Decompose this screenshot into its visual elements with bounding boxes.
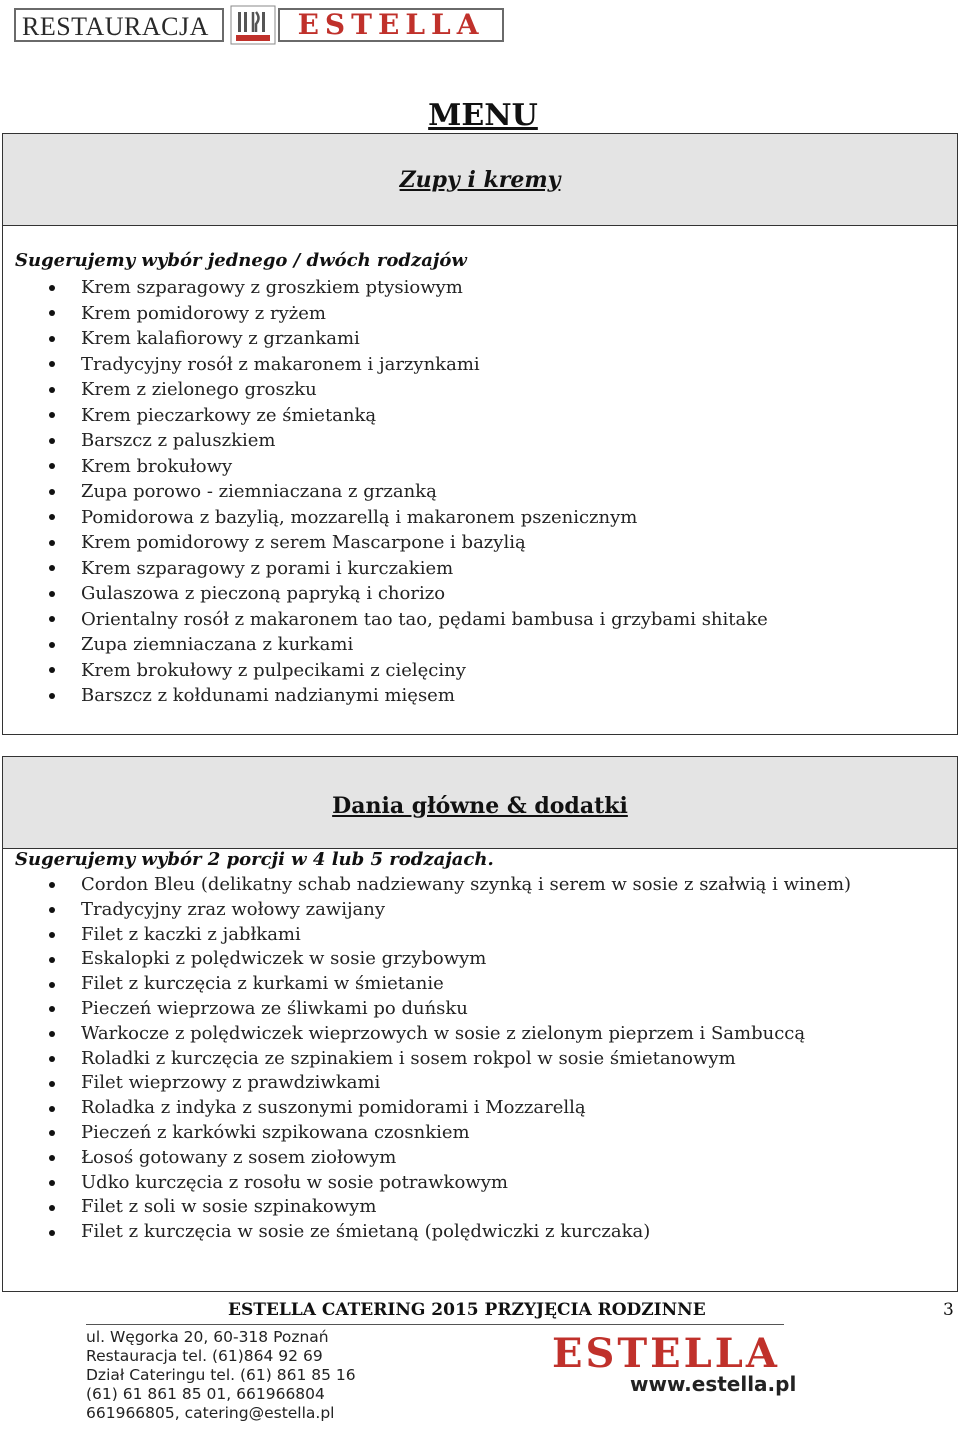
mains-section-header bbox=[3, 757, 957, 849]
soup-item: Krem szparagowy z porami i kurczakiem bbox=[39, 556, 768, 582]
soup-item: Orientalny rosół z makaronem tao tao, pędami bambusa i grzybami shitake bbox=[39, 607, 768, 633]
main-dish-item: Warkocze z polędwiczek wieprzowych w sosie z zielonym pieprzem i Sambuccą bbox=[39, 1022, 851, 1047]
mains-section bbox=[2, 756, 958, 1292]
main-dish-item: Filet wieprzowy z prawdziwkami bbox=[39, 1071, 851, 1096]
footer-brand-logo: ESTELLA bbox=[552, 1330, 780, 1377]
soups-suggestion: Sugerujemy wybór jednego / dwóch rodzajów bbox=[15, 250, 467, 271]
soups-section-header bbox=[3, 134, 957, 226]
mains-list bbox=[39, 873, 851, 1245]
soup-item: Barszcz z kołdunami nadzianymi mięsem bbox=[39, 683, 768, 709]
mains-suggestion: Sugerujemy wybór 2 porcji w 4 lub 5 rodzajach. bbox=[15, 849, 494, 870]
soup-item: Gulaszowa z pieczoną papryką i chorizo bbox=[39, 581, 768, 607]
main-dish-item: Roladka z indyka z suszonymi pomidorami i Mozzarellą bbox=[39, 1096, 851, 1121]
soup-item: Krem pieczarkowy ze śmietanką bbox=[39, 403, 768, 429]
page-number: 3 bbox=[943, 1300, 954, 1320]
contact-block bbox=[86, 1328, 356, 1423]
soup-item: Krem pomidorowy z ryżem bbox=[39, 301, 768, 327]
main-dish-item: Pieczeń z karkówki szpikowana czosnkiem bbox=[39, 1121, 851, 1146]
main-dish-item: Filet z kaczki z jabłkami bbox=[39, 923, 851, 948]
main-dish-item: Filet z kurczęcia w sosie ze śmietaną (polędwiczki z kurczaka) bbox=[39, 1220, 851, 1245]
contact-line: 661966805, catering@estella.pl bbox=[86, 1404, 335, 1422]
soup-item: Krem brokułowy z pulpecikami z cielęciny bbox=[39, 658, 768, 684]
main-dish-item: Eskalopki z polędwiczek w sosie grzybowym bbox=[39, 947, 851, 972]
main-dish-item: Filet z kurczęcia z kurkami w śmietanie bbox=[39, 972, 851, 997]
soup-item: Krem z zielonego groszku bbox=[39, 377, 768, 403]
page-title: MENU bbox=[428, 98, 538, 133]
contact-line: Dział Cateringu tel. (61) 861 85 16 bbox=[86, 1366, 356, 1384]
contact-line: (61) 61 861 85 01, 661966804 bbox=[86, 1385, 325, 1403]
logo-restauracja-text: RESTAURACJA bbox=[14, 8, 224, 42]
soup-item: Krem szparagowy z groszkiem ptysiowym bbox=[39, 275, 768, 301]
soup-item: Krem kalafiorowy z grzankami bbox=[39, 326, 768, 352]
soup-item: Krem pomidorowy z serem Mascarpone i bazylią bbox=[39, 530, 768, 556]
footer-divider bbox=[86, 1324, 784, 1325]
soups-section-title: Zupy i kremy bbox=[399, 166, 561, 193]
soup-item: Barszcz z paluszkiem bbox=[39, 428, 768, 454]
main-dish-item: Tradycyjny zraz wołowy zawijany bbox=[39, 898, 851, 923]
main-dish-item: Pieczeń wieprzowa ze śliwkami po duńsku bbox=[39, 997, 851, 1022]
mains-section-title: Dania główne & dodatki bbox=[332, 792, 628, 819]
contact-line: Restauracja tel. (61)864 92 69 bbox=[86, 1347, 323, 1365]
soup-item: Pomidorowa z bazylią, mozzarellą i makaronem pszenicznym bbox=[39, 505, 768, 531]
main-dish-item: Cordon Bleu (delikatny schab nadziewany szynką i serem w sosie z szałwią i winem) bbox=[39, 873, 851, 898]
soup-item: Tradycyjny rosół z makaronem i jarzynkami bbox=[39, 352, 768, 378]
main-dish-item: Roladki z kurczęcia ze szpinakiem i sosem rokpol w sosie śmietanowym bbox=[39, 1047, 851, 1072]
website-link[interactable]: www.estella.pl bbox=[630, 1372, 797, 1396]
header-logo bbox=[14, 2, 494, 46]
contact-line: ul. Węgorka 20, 60-318 Poznań bbox=[86, 1328, 329, 1346]
main-dish-item: Filet z soli w sosie szpinakowym bbox=[39, 1195, 851, 1220]
soup-item: Krem brokułowy bbox=[39, 454, 768, 480]
logo-estella-text: ESTELLA bbox=[278, 8, 504, 42]
soup-item: Zupa porowo - ziemniaczana z grzanką bbox=[39, 479, 768, 505]
main-dish-item: Łosoś gotowany z sosem ziołowym bbox=[39, 1146, 851, 1171]
soup-item: Zupa ziemniaczana z kurkami bbox=[39, 632, 768, 658]
footer-title: ESTELLA CATERING 2015 PRZYJĘCIA RODZINNE bbox=[228, 1300, 706, 1320]
restaurant-emblem-icon bbox=[228, 4, 278, 46]
soups-section bbox=[2, 133, 958, 735]
main-dish-item: Udko kurczęcia z rosołu w sosie potrawkowym bbox=[39, 1171, 851, 1196]
soups-list bbox=[39, 275, 768, 709]
